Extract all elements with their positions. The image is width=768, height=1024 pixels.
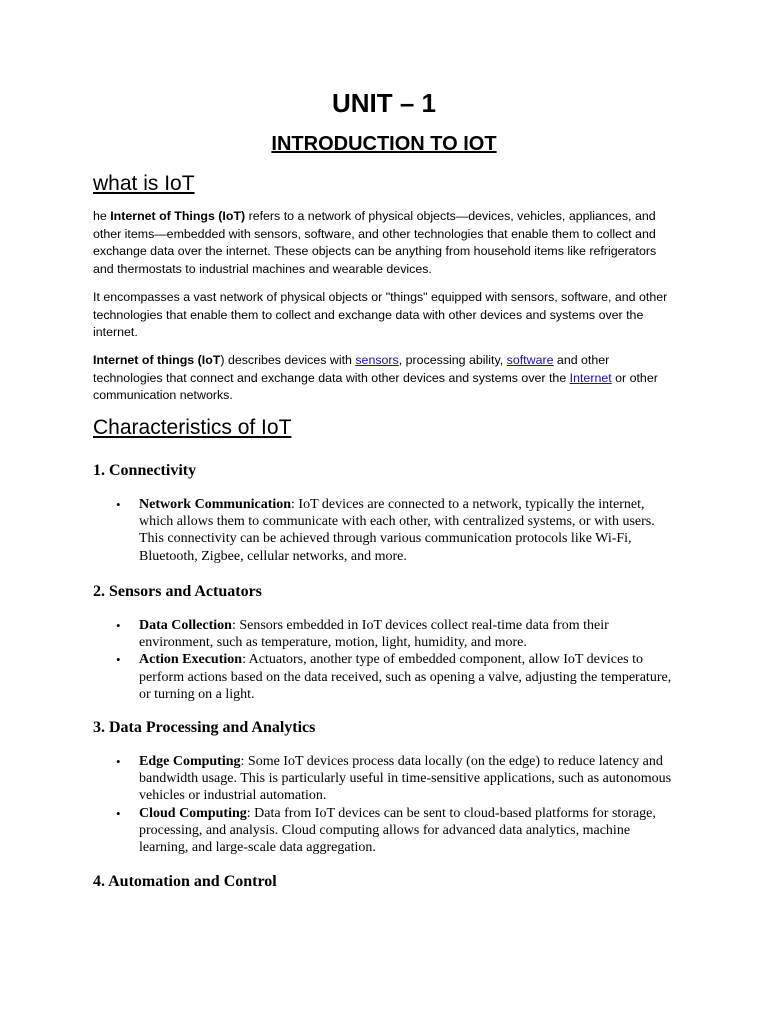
bullet-term: Edge Computing [139,754,241,769]
bullet-list-data-processing [116,753,681,856]
software-link[interactable]: software [506,353,554,367]
bullet-list-connectivity [116,496,681,565]
paragraph-definition [93,208,678,279]
para3-text-1: describes devices with [224,353,356,367]
bullet-text: : Data from IoT devices can be sent to cloud-based platforms for storage, processing, and analysis. Cloud computing allows for advanced data analytics, machine learning, and large-scale data aggregation. [139,805,656,856]
unit-title: UNIT – 1 [331,88,437,118]
bullet-text: : Some IoT devices process data locally (on the edge) to reduce latency and bandwidth usage. This is particularly useful in time-sensitive applications, such as autonomous vehicles or industrial automation. [139,754,672,804]
bullet-term: Network Communication [139,497,292,512]
list-item [116,753,681,805]
subheading-data-processing: 3. Data Processing and Analytics [93,719,316,736]
bullet-text: : Actuators, another type of embedded component, allow IoT devices to perform actions based on the data received, such as opening a valve, adjusting the temperature, or turning on a light. [139,652,672,702]
chapter-title: INTRODUCTION TO IOT [271,133,497,155]
section-heading-characteristics: Characteristics of IoT [93,416,292,439]
para3-text-3: and other technologies that connect and exchange data with other devices and systems over the [93,353,610,385]
section-heading-what-is-iot: what is IoT [93,172,195,195]
para3-term-b: IoT [201,353,221,367]
para3-term-c: ) [220,353,225,367]
bullet-term: Data Collection [139,618,232,633]
subheading-sensors-actuators: 2. Sensors and Actuators [93,583,262,600]
para1-term: Internet of Things (IoT) [110,209,246,223]
list-item [116,496,681,565]
para1-prefix: he [93,209,111,223]
paragraph-overview: It encompasses a vast network of physical objects or "things" equipped with sensors, software, and other technologies that enable them to collect and exchange data with other devices and systems over the internet. [93,290,668,340]
paragraph-description [93,352,678,405]
para1-text: refers to a network of physical objects—devices, vehicles, appliances, and other items—embedded with sensors, software, and other technologies that enable them to collect and exchange data over the internet. These objects can be anything from household items like refrigerators and thermostats to industrial machines and wearable devices. [93,209,657,277]
bullet-dot: • [116,652,121,668]
para3-text-2: , processing ability, [398,353,507,367]
bullet-term: Action Execution [139,652,243,668]
bullet-text: : IoT devices are connected to a network, typically the internet, which allows them to communicate with each other, with centralized systems, or with users. This connectivity can be achieved through various communication protocols like Wi-Fi, Bluetooth, Zigbee, cellular networks, and more. [139,497,655,564]
bullet-dot: • [116,497,121,512]
bullet-term: Cloud Computing [139,805,247,821]
list-item [116,805,681,857]
internet-link[interactable]: Internet [569,370,612,385]
subheading-automation-control: 4. Automation and Control [93,873,277,890]
list-item [116,651,681,703]
bullet-list-sensors-actuators [116,617,681,703]
subheading-connectivity: 1. Connectivity [93,462,197,479]
para3-term-a: Internet of things ( [93,353,202,367]
bullet-dot: • [116,805,121,821]
list-item [116,617,681,651]
bullet-text: : Sensors embedded in IoT devices collect real-time data from their environment, such as temperature, motion, light, humidity, and more. [139,618,609,651]
bullet-dot: • [116,618,121,633]
para3-text-4: or other communication networks. [93,370,658,403]
bullet-dot: • [116,754,121,769]
sensors-link[interactable]: sensors [355,353,399,367]
